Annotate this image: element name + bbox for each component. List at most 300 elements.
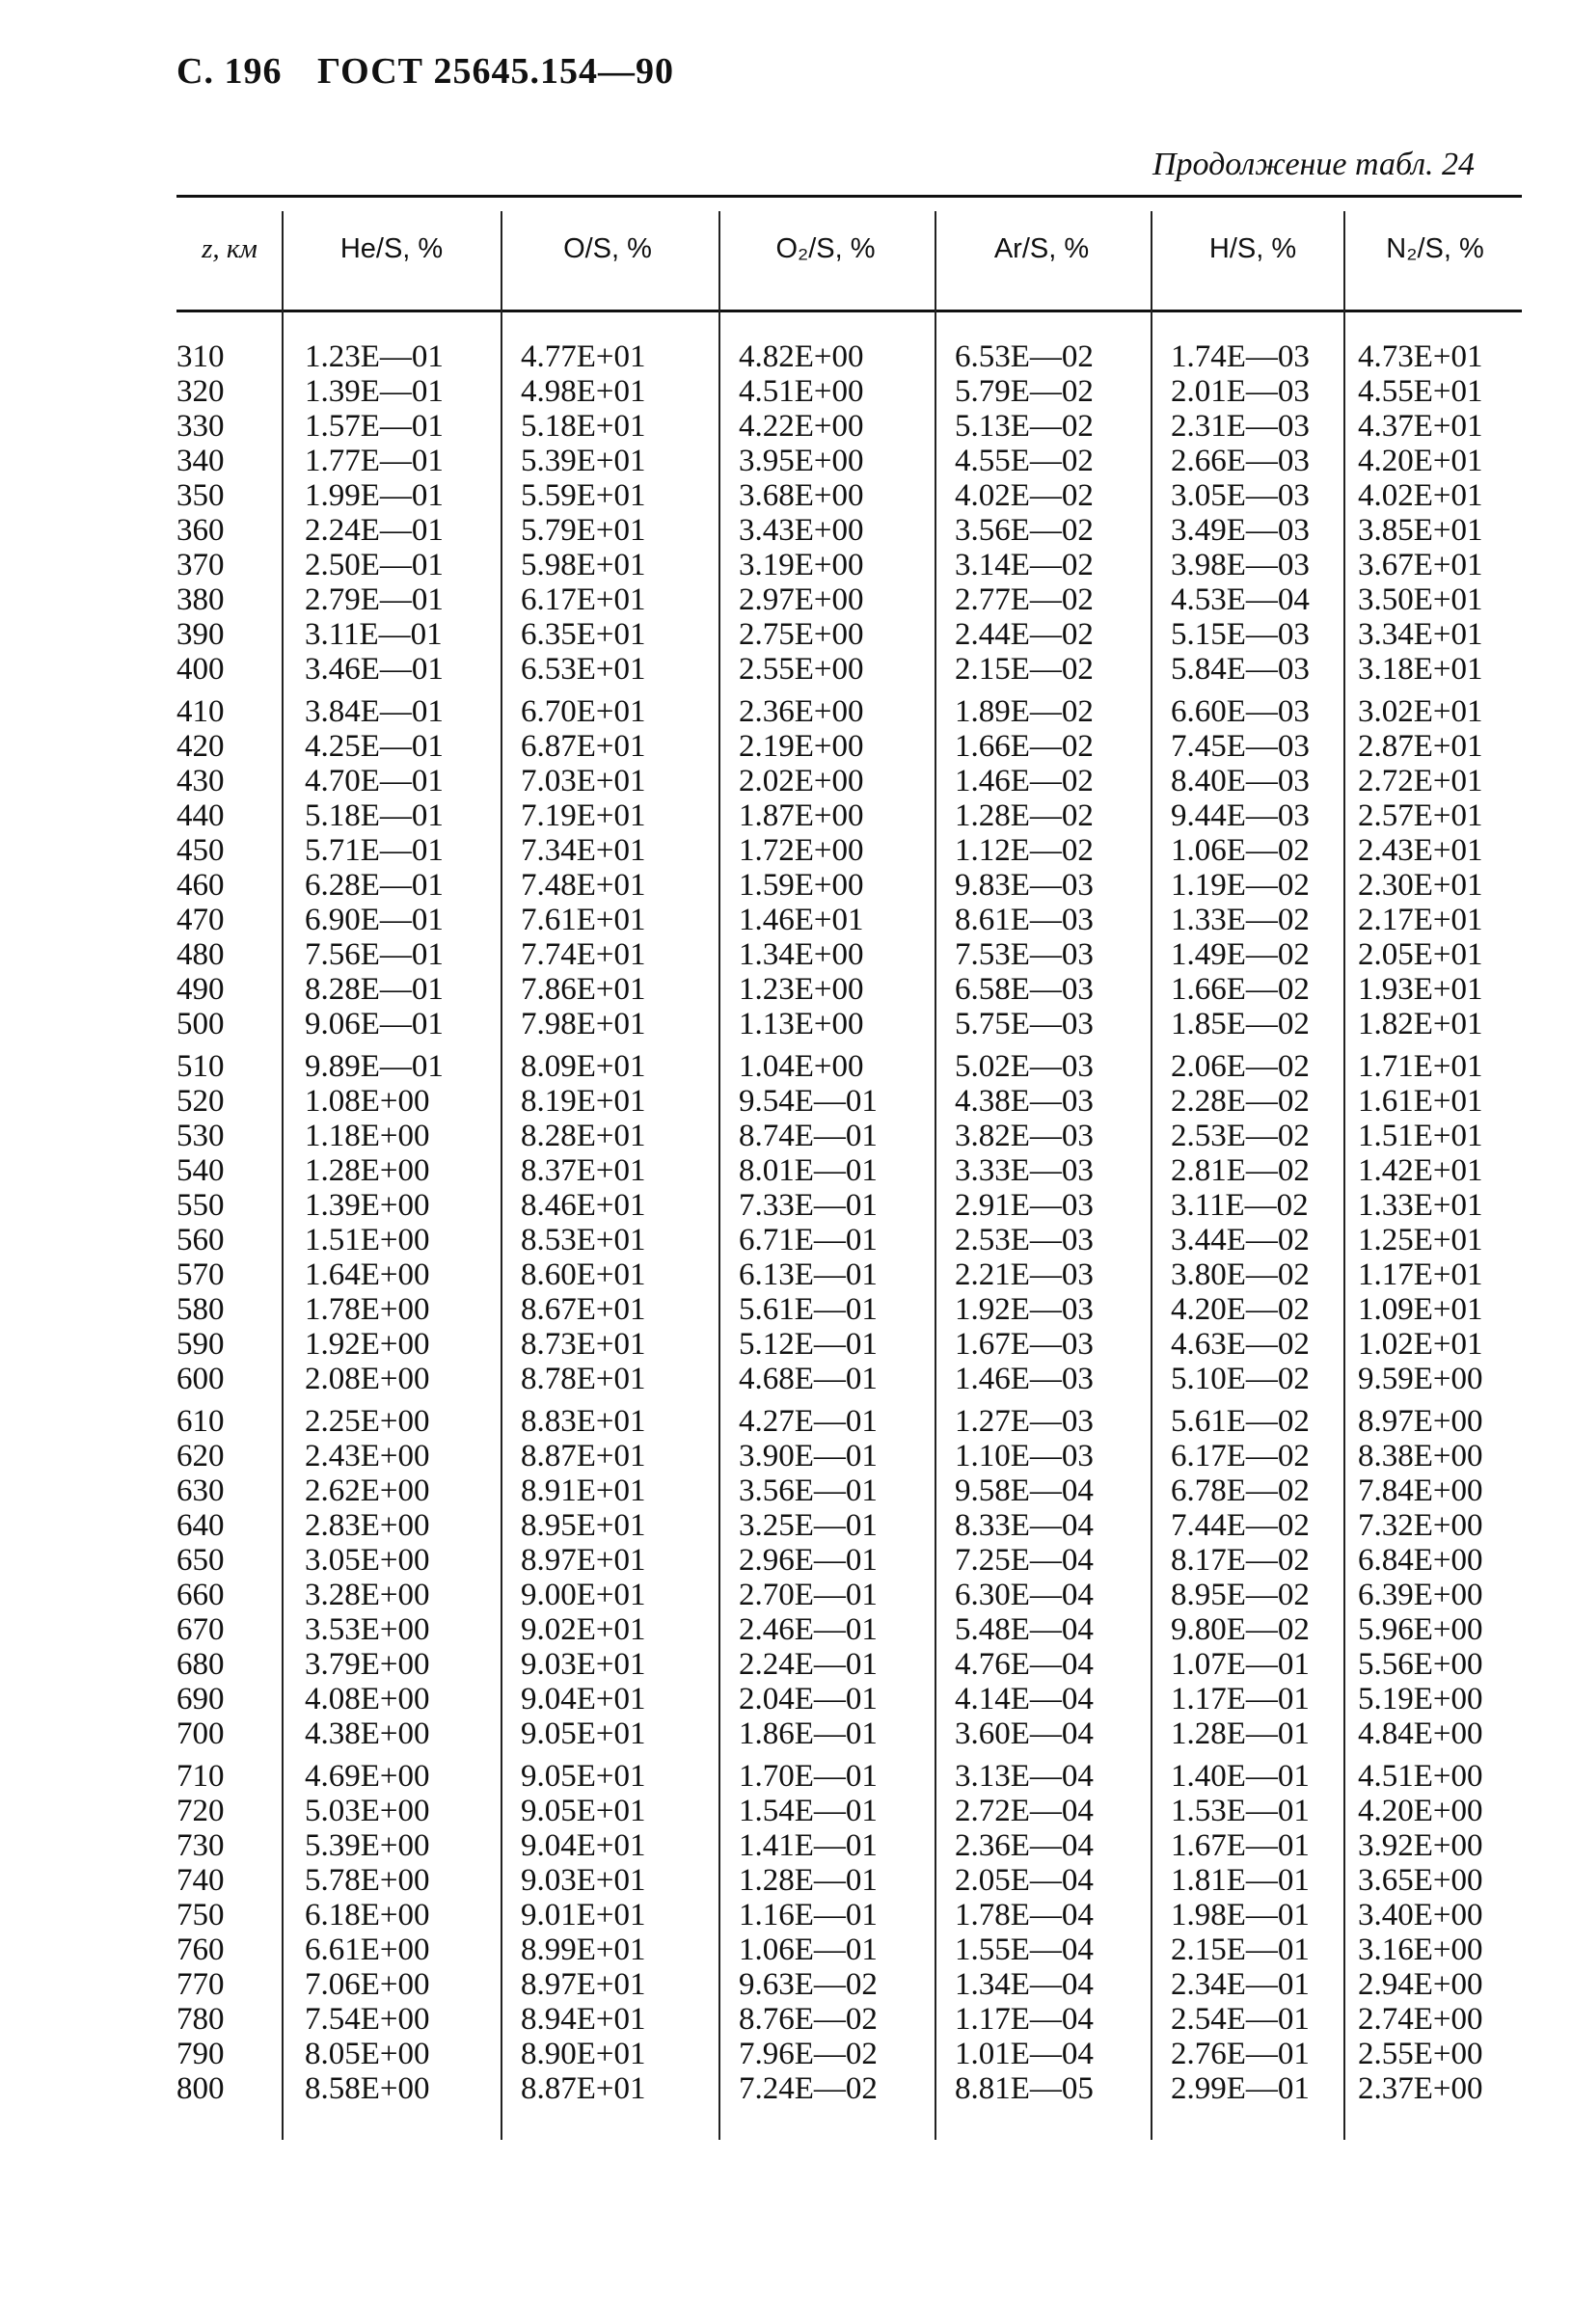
ratio-cell: 4.25E—01 bbox=[305, 729, 444, 764]
ratio-cell: 8.19E+01 bbox=[521, 1084, 646, 1119]
ratio-cell: 1.67E—03 bbox=[955, 1327, 1094, 1362]
ratio-cell: 1.98E—01 bbox=[1171, 1898, 1310, 1932]
table-header-row bbox=[0, 233, 1572, 272]
ratio-cell: 3.28E+00 bbox=[305, 1578, 430, 1612]
altitude-cell: 770 bbox=[176, 1967, 225, 2002]
ratio-cell: 1.07E—01 bbox=[1171, 1647, 1310, 1682]
table-row bbox=[0, 1759, 1572, 1794]
ratio-cell: 2.83E+00 bbox=[305, 1508, 430, 1543]
ratio-cell: 3.50E+01 bbox=[1358, 582, 1483, 617]
ratio-cell: 1.78E+00 bbox=[305, 1292, 430, 1327]
table-row bbox=[0, 1716, 1572, 1751]
ratio-cell: 1.12E—02 bbox=[955, 833, 1094, 868]
table-row bbox=[0, 1473, 1572, 1508]
ratio-cell: 2.74E+00 bbox=[1358, 2002, 1483, 2037]
ratio-cell: 4.82E+00 bbox=[739, 339, 864, 374]
ratio-cell: 1.28E—01 bbox=[1171, 1716, 1310, 1751]
ratio-cell: 2.37E+00 bbox=[1358, 2071, 1483, 2106]
ratio-cell: 4.77E+01 bbox=[521, 339, 646, 374]
table-row bbox=[0, 409, 1572, 444]
ratio-cell: 3.56E—01 bbox=[739, 1473, 878, 1508]
ratio-cell: 2.79E—01 bbox=[305, 582, 444, 617]
ratio-cell: 1.85E—02 bbox=[1171, 1007, 1310, 1041]
ratio-cell: 8.28E—01 bbox=[305, 972, 444, 1007]
ratio-cell: 3.13E—04 bbox=[955, 1759, 1094, 1794]
ratio-cell: 5.13E—02 bbox=[955, 409, 1094, 444]
ratio-cell: 2.72E—04 bbox=[955, 1794, 1094, 1828]
ratio-cell: 1.16E—01 bbox=[739, 1898, 878, 1932]
altitude-cell: 710 bbox=[176, 1759, 225, 1794]
ratio-cell: 1.92E+00 bbox=[305, 1327, 430, 1362]
ratio-cell: 9.03E+01 bbox=[521, 1863, 646, 1898]
ratio-cell: 3.05E—03 bbox=[1171, 478, 1310, 513]
table-row bbox=[0, 1898, 1572, 1932]
ratio-cell: 8.78E+01 bbox=[521, 1362, 646, 1396]
ratio-cell: 5.39E+01 bbox=[521, 444, 646, 478]
ratio-cell: 2.15E—02 bbox=[955, 652, 1094, 687]
ratio-cell: 3.11E—02 bbox=[1171, 1188, 1309, 1223]
ratio-cell: 2.08E+00 bbox=[305, 1362, 430, 1396]
table-header-rule bbox=[176, 310, 1522, 312]
ratio-cell: 3.40E+00 bbox=[1358, 1898, 1483, 1932]
column-divider bbox=[1343, 211, 1345, 2140]
ratio-cell: 1.46E—03 bbox=[955, 1362, 1094, 1396]
table-row bbox=[0, 1682, 1572, 1716]
ratio-cell: 4.38E—03 bbox=[955, 1084, 1094, 1119]
ratio-cell: 4.27E—01 bbox=[739, 1404, 878, 1439]
ratio-cell: 7.44E—02 bbox=[1171, 1508, 1310, 1543]
ratio-cell: 2.57E+01 bbox=[1358, 798, 1483, 833]
ratio-cell: 1.28E—02 bbox=[955, 798, 1094, 833]
ratio-cell: 1.82E+01 bbox=[1358, 1007, 1483, 1041]
ratio-cell: 4.51E+00 bbox=[739, 374, 864, 409]
ratio-cell: 1.66E—02 bbox=[955, 729, 1094, 764]
altitude-cell: 510 bbox=[176, 1049, 225, 1084]
ratio-cell: 2.21E—03 bbox=[955, 1257, 1094, 1292]
ratio-cell: 8.46E+01 bbox=[521, 1188, 646, 1223]
table-row bbox=[0, 764, 1572, 798]
ratio-cell: 3.53E+00 bbox=[305, 1612, 430, 1647]
ratio-cell: 3.49E—03 bbox=[1171, 513, 1310, 548]
ratio-cell: 1.02E+01 bbox=[1358, 1327, 1483, 1362]
table-row bbox=[0, 1543, 1572, 1578]
ratio-cell: 6.53E—02 bbox=[955, 339, 1094, 374]
altitude-cell: 360 bbox=[176, 513, 225, 548]
ratio-cell: 1.23E—01 bbox=[305, 339, 444, 374]
ratio-cell: 5.10E—02 bbox=[1171, 1362, 1310, 1396]
ratio-cell: 1.28E+00 bbox=[305, 1153, 430, 1188]
column-divider bbox=[935, 211, 936, 2140]
ratio-cell: 4.14E—04 bbox=[955, 1682, 1094, 1716]
table-row bbox=[0, 617, 1572, 652]
ratio-cell: 6.28E—01 bbox=[305, 868, 444, 903]
ratio-cell: 3.82E—03 bbox=[955, 1119, 1094, 1153]
table-row bbox=[0, 1404, 1572, 1439]
altitude-cell: 450 bbox=[176, 833, 225, 868]
page-label: С. 196 bbox=[176, 51, 283, 92]
table-row bbox=[0, 1612, 1572, 1647]
table-row bbox=[0, 1049, 1572, 1084]
column-header: H/S, % bbox=[1208, 233, 1297, 264]
ratio-cell: 3.44E—02 bbox=[1171, 1223, 1310, 1257]
altitude-cell: 520 bbox=[176, 1084, 225, 1119]
ratio-cell: 9.04E+01 bbox=[521, 1682, 646, 1716]
table-row bbox=[0, 1932, 1572, 1967]
ratio-cell: 2.15E—01 bbox=[1171, 1932, 1310, 1967]
ratio-cell: 4.08E+00 bbox=[305, 1682, 430, 1716]
ratio-cell: 1.41E—01 bbox=[739, 1828, 878, 1863]
table-row bbox=[0, 1119, 1572, 1153]
ratio-cell: 7.53E—03 bbox=[955, 937, 1094, 972]
altitude-cell: 660 bbox=[176, 1578, 225, 1612]
ratio-cell: 9.04E+01 bbox=[521, 1828, 646, 1863]
ratio-cell: 1.67E—01 bbox=[1171, 1828, 1310, 1863]
ratio-cell: 9.58E—04 bbox=[955, 1473, 1094, 1508]
ratio-cell: 2.28E—02 bbox=[1171, 1084, 1310, 1119]
ratio-cell: 1.34E+00 bbox=[739, 937, 864, 972]
ratio-cell: 6.53E+01 bbox=[521, 652, 646, 687]
ratio-cell: 1.92E—03 bbox=[955, 1292, 1094, 1327]
ratio-cell: 9.83E—03 bbox=[955, 868, 1094, 903]
column-divider bbox=[282, 211, 284, 2140]
table-row bbox=[0, 937, 1572, 972]
altitude-cell: 320 bbox=[176, 374, 225, 409]
ratio-cell: 6.17E+01 bbox=[521, 582, 646, 617]
ratio-cell: 5.59E+01 bbox=[521, 478, 646, 513]
ratio-cell: 8.61E—03 bbox=[955, 903, 1094, 937]
ratio-cell: 1.08E+00 bbox=[305, 1084, 430, 1119]
ratio-cell: 8.87E+01 bbox=[521, 1439, 646, 1473]
ratio-cell: 8.87E+01 bbox=[521, 2071, 646, 2106]
ratio-cell: 2.01E—03 bbox=[1171, 374, 1310, 409]
ratio-cell: 1.57E—01 bbox=[305, 409, 444, 444]
altitude-cell: 650 bbox=[176, 1543, 225, 1578]
ratio-cell: 2.43E+01 bbox=[1358, 833, 1483, 868]
ratio-cell: 6.70E+01 bbox=[521, 694, 646, 729]
ratio-cell: 2.44E—02 bbox=[955, 617, 1094, 652]
ratio-cell: 3.90E—01 bbox=[739, 1439, 878, 1473]
altitude-cell: 580 bbox=[176, 1292, 225, 1327]
ratio-cell: 3.84E—01 bbox=[305, 694, 444, 729]
table-row bbox=[0, 478, 1572, 513]
ratio-cell: 3.05E+00 bbox=[305, 1543, 430, 1578]
table-row bbox=[0, 339, 1572, 374]
table-row bbox=[0, 798, 1572, 833]
ratio-cell: 2.55E+00 bbox=[1358, 2037, 1483, 2071]
ratio-cell: 8.97E+00 bbox=[1358, 1404, 1483, 1439]
ratio-cell: 8.76E—02 bbox=[739, 2002, 878, 2037]
table-row bbox=[0, 833, 1572, 868]
table-row bbox=[0, 652, 1572, 687]
ratio-cell: 8.97E+01 bbox=[521, 1543, 646, 1578]
ratio-cell: 3.65E+00 bbox=[1358, 1863, 1483, 1898]
ratio-cell: 2.72E+01 bbox=[1358, 764, 1483, 798]
ratio-cell: 2.30E+01 bbox=[1358, 868, 1483, 903]
ratio-cell: 2.54E—01 bbox=[1171, 2002, 1310, 2037]
ratio-cell: 2.81E—02 bbox=[1171, 1153, 1310, 1188]
table-row bbox=[0, 694, 1572, 729]
ratio-cell: 8.17E—02 bbox=[1171, 1543, 1310, 1578]
table-row bbox=[0, 1578, 1572, 1612]
altitude-cell: 740 bbox=[176, 1863, 225, 1898]
ratio-cell: 9.80E—02 bbox=[1171, 1612, 1310, 1647]
ratio-cell: 1.39E—01 bbox=[305, 374, 444, 409]
ratio-cell: 5.56E+00 bbox=[1358, 1647, 1483, 1682]
ratio-cell: 6.13E—01 bbox=[739, 1257, 878, 1292]
ratio-cell: 9.00E+01 bbox=[521, 1578, 646, 1612]
ratio-cell: 3.02E+01 bbox=[1358, 694, 1483, 729]
ratio-cell: 7.33E—01 bbox=[739, 1188, 878, 1223]
ratio-cell: 2.75E+00 bbox=[739, 617, 864, 652]
column-header: z, км bbox=[202, 233, 257, 264]
ratio-cell: 1.93E+01 bbox=[1358, 972, 1483, 1007]
table-row bbox=[0, 513, 1572, 548]
altitude-cell: 690 bbox=[176, 1682, 225, 1716]
ratio-cell: 2.91E—03 bbox=[955, 1188, 1094, 1223]
ratio-cell: 7.54E+00 bbox=[305, 2002, 430, 2037]
ratio-cell: 1.33E+01 bbox=[1358, 1188, 1483, 1223]
ratio-cell: 4.69E+00 bbox=[305, 1759, 430, 1794]
column-header: He/S, % bbox=[339, 233, 444, 264]
altitude-cell: 370 bbox=[176, 548, 225, 582]
ratio-cell: 1.25E+01 bbox=[1358, 1223, 1483, 1257]
ratio-cell: 4.63E—02 bbox=[1171, 1327, 1310, 1362]
ratio-cell: 2.53E—02 bbox=[1171, 1119, 1310, 1153]
ratio-cell: 1.06E—01 bbox=[739, 1932, 878, 1967]
altitude-cell: 540 bbox=[176, 1153, 225, 1188]
ratio-cell: 3.68E+00 bbox=[739, 478, 864, 513]
ratio-cell: 5.61E—02 bbox=[1171, 1404, 1310, 1439]
table-row bbox=[0, 548, 1572, 582]
table-row bbox=[0, 2037, 1572, 2071]
ratio-cell: 1.39E+00 bbox=[305, 1188, 430, 1223]
ratio-cell: 8.81E—05 bbox=[955, 2071, 1094, 2106]
ratio-cell: 4.55E+01 bbox=[1358, 374, 1483, 409]
ratio-cell: 5.48E—04 bbox=[955, 1612, 1094, 1647]
ratio-cell: 7.96E—02 bbox=[739, 2037, 878, 2071]
ratio-cell: 2.36E+00 bbox=[739, 694, 864, 729]
ratio-cell: 1.54E—01 bbox=[739, 1794, 878, 1828]
column-header: Ar/S, % bbox=[993, 233, 1090, 264]
ratio-cell: 3.18E+01 bbox=[1358, 652, 1483, 687]
table-row bbox=[0, 868, 1572, 903]
ratio-cell: 3.19E+00 bbox=[739, 548, 864, 582]
ratio-cell: 8.53E+01 bbox=[521, 1223, 646, 1257]
ratio-cell: 1.04E+00 bbox=[739, 1049, 864, 1084]
ratio-cell: 5.75E—03 bbox=[955, 1007, 1094, 1041]
ratio-cell: 7.25E—04 bbox=[955, 1543, 1094, 1578]
ratio-cell: 8.97E+01 bbox=[521, 1967, 646, 2002]
ratio-cell: 2.76E—01 bbox=[1171, 2037, 1310, 2071]
ratio-cell: 7.45E—03 bbox=[1171, 729, 1310, 764]
ratio-cell: 1.53E—01 bbox=[1171, 1794, 1310, 1828]
ratio-cell: 9.63E—02 bbox=[739, 1967, 878, 2002]
altitude-cell: 530 bbox=[176, 1119, 225, 1153]
ratio-cell: 1.59E+00 bbox=[739, 868, 864, 903]
ratio-cell: 2.17E+01 bbox=[1358, 903, 1483, 937]
ratio-cell: 1.23E+00 bbox=[739, 972, 864, 1007]
altitude-cell: 400 bbox=[176, 652, 225, 687]
ratio-cell: 2.94E+00 bbox=[1358, 1967, 1483, 2002]
ratio-cell: 1.66E—02 bbox=[1171, 972, 1310, 1007]
ratio-cell: 2.24E—01 bbox=[305, 513, 444, 548]
ratio-cell: 3.60E—04 bbox=[955, 1716, 1094, 1751]
ratio-cell: 1.42E+01 bbox=[1358, 1153, 1483, 1188]
ratio-cell: 9.59E+00 bbox=[1358, 1362, 1483, 1396]
ratio-cell: 3.34E+01 bbox=[1358, 617, 1483, 652]
ratio-cell: 2.05E—04 bbox=[955, 1863, 1094, 1898]
page-header bbox=[176, 50, 699, 93]
table-row bbox=[0, 1362, 1572, 1396]
ratio-cell: 5.12E—01 bbox=[739, 1327, 878, 1362]
ratio-cell: 8.90E+01 bbox=[521, 2037, 646, 2071]
ratio-cell: 1.46E—02 bbox=[955, 764, 1094, 798]
ratio-cell: 6.35E+01 bbox=[521, 617, 646, 652]
ratio-cell: 1.19E—02 bbox=[1171, 868, 1310, 903]
altitude-cell: 760 bbox=[176, 1932, 225, 1967]
ratio-cell: 3.11E—01 bbox=[305, 617, 443, 652]
ratio-cell: 9.06E—01 bbox=[305, 1007, 444, 1041]
ratio-cell: 5.78E+00 bbox=[305, 1863, 430, 1898]
ratio-cell: 7.56E—01 bbox=[305, 937, 444, 972]
ratio-cell: 1.28E—01 bbox=[739, 1863, 878, 1898]
ratio-cell: 1.17E+01 bbox=[1358, 1257, 1483, 1292]
ratio-cell: 7.06E+00 bbox=[305, 1967, 430, 2002]
ratio-cell: 1.34E—04 bbox=[955, 1967, 1094, 2002]
ratio-cell: 8.37E+01 bbox=[521, 1153, 646, 1188]
ratio-cell: 2.36E—04 bbox=[955, 1828, 1094, 1863]
table-row bbox=[0, 2071, 1572, 2106]
altitude-cell: 700 bbox=[176, 1716, 225, 1751]
ratio-cell: 1.17E—01 bbox=[1171, 1682, 1310, 1716]
table-row bbox=[0, 1007, 1572, 1041]
table-row bbox=[0, 1292, 1572, 1327]
column-header: O₂/S, % bbox=[775, 233, 876, 264]
ratio-cell: 3.56E—02 bbox=[955, 513, 1094, 548]
table-row bbox=[0, 444, 1572, 478]
ratio-cell: 2.19E+00 bbox=[739, 729, 864, 764]
altitude-cell: 310 bbox=[176, 339, 225, 374]
altitude-cell: 560 bbox=[176, 1223, 225, 1257]
table-row bbox=[0, 1863, 1572, 1898]
ratio-cell: 3.16E+00 bbox=[1358, 1932, 1483, 1967]
ratio-cell: 2.25E+00 bbox=[305, 1404, 430, 1439]
ratio-cell: 8.95E+01 bbox=[521, 1508, 646, 1543]
ratio-cell: 1.40E—01 bbox=[1171, 1759, 1310, 1794]
ratio-cell: 4.20E—02 bbox=[1171, 1292, 1310, 1327]
ratio-cell: 2.43E+00 bbox=[305, 1439, 430, 1473]
ratio-cell: 9.02E+01 bbox=[521, 1612, 646, 1647]
ratio-cell: 4.70E—01 bbox=[305, 764, 444, 798]
ratio-cell: 7.98E+01 bbox=[521, 1007, 646, 1041]
ratio-cell: 2.96E—01 bbox=[739, 1543, 878, 1578]
ratio-cell: 1.87E+00 bbox=[739, 798, 864, 833]
ratio-cell: 7.24E—02 bbox=[739, 2071, 878, 2106]
ratio-cell: 7.03E+01 bbox=[521, 764, 646, 798]
ratio-cell: 1.46E+01 bbox=[739, 903, 864, 937]
ratio-cell: 4.20E+00 bbox=[1358, 1794, 1483, 1828]
ratio-cell: 4.84E+00 bbox=[1358, 1716, 1483, 1751]
ratio-cell: 1.06E—02 bbox=[1171, 833, 1310, 868]
ratio-cell: 1.81E—01 bbox=[1171, 1863, 1310, 1898]
ratio-cell: 9.05E+01 bbox=[521, 1759, 646, 1794]
ratio-cell: 2.97E+00 bbox=[739, 582, 864, 617]
ratio-cell: 1.55E—04 bbox=[955, 1932, 1094, 1967]
ratio-cell: 7.48E+01 bbox=[521, 868, 646, 903]
ratio-cell: 4.98E+01 bbox=[521, 374, 646, 409]
ratio-cell: 2.24E—01 bbox=[739, 1647, 878, 1682]
ratio-cell: 9.01E+01 bbox=[521, 1898, 646, 1932]
ratio-cell: 1.71E+01 bbox=[1358, 1049, 1483, 1084]
ratio-cell: 1.78E—04 bbox=[955, 1898, 1094, 1932]
ratio-cell: 5.15E—03 bbox=[1171, 617, 1310, 652]
ratio-cell: 2.05E+01 bbox=[1358, 937, 1483, 972]
table-row bbox=[0, 729, 1572, 764]
altitude-cell: 480 bbox=[176, 937, 225, 972]
ratio-cell: 8.83E+01 bbox=[521, 1404, 646, 1439]
table-continuation-caption: Продолжение табл. 24 bbox=[1152, 147, 1476, 182]
ratio-cell: 9.05E+01 bbox=[521, 1794, 646, 1828]
table-row bbox=[0, 1967, 1572, 2002]
ratio-cell: 2.46E—01 bbox=[739, 1612, 878, 1647]
column-divider bbox=[501, 211, 502, 2140]
altitude-cell: 790 bbox=[176, 2037, 225, 2071]
ratio-cell: 1.18E+00 bbox=[305, 1119, 430, 1153]
ratio-cell: 4.55E—02 bbox=[955, 444, 1094, 478]
ratio-cell: 2.53E—03 bbox=[955, 1223, 1094, 1257]
altitude-cell: 620 bbox=[176, 1439, 225, 1473]
altitude-cell: 330 bbox=[176, 409, 225, 444]
ratio-cell: 2.34E—01 bbox=[1171, 1967, 1310, 2002]
table-top-rule bbox=[176, 195, 1522, 198]
ratio-cell: 1.17E—04 bbox=[955, 2002, 1094, 2037]
ratio-cell: 3.33E—03 bbox=[955, 1153, 1094, 1188]
ratio-cell: 2.99E—01 bbox=[1171, 2071, 1310, 2106]
ratio-cell: 1.10E—03 bbox=[955, 1439, 1094, 1473]
ratio-cell: 6.39E+00 bbox=[1358, 1578, 1483, 1612]
ratio-cell: 6.30E—04 bbox=[955, 1578, 1094, 1612]
table-row bbox=[0, 374, 1572, 409]
ratio-cell: 9.44E—03 bbox=[1171, 798, 1310, 833]
ratio-cell: 2.70E—01 bbox=[739, 1578, 878, 1612]
altitude-cell: 780 bbox=[176, 2002, 225, 2037]
ratio-cell: 6.17E—02 bbox=[1171, 1439, 1310, 1473]
altitude-cell: 410 bbox=[176, 694, 225, 729]
table-row bbox=[0, 1508, 1572, 1543]
ratio-cell: 5.39E+00 bbox=[305, 1828, 430, 1863]
table-row bbox=[0, 1257, 1572, 1292]
ratio-cell: 7.86E+01 bbox=[521, 972, 646, 1007]
ratio-cell: 2.50E—01 bbox=[305, 548, 444, 582]
ratio-cell: 4.73E+01 bbox=[1358, 339, 1483, 374]
ratio-cell: 3.80E—02 bbox=[1171, 1257, 1310, 1292]
ratio-cell: 4.02E+01 bbox=[1358, 478, 1483, 513]
ratio-cell: 7.61E+01 bbox=[521, 903, 646, 937]
ratio-cell: 4.20E+01 bbox=[1358, 444, 1483, 478]
ratio-cell: 3.25E—01 bbox=[739, 1508, 878, 1543]
ratio-cell: 5.02E—03 bbox=[955, 1049, 1094, 1084]
ratio-cell: 2.77E—02 bbox=[955, 582, 1094, 617]
ratio-cell: 1.70E—01 bbox=[739, 1759, 878, 1794]
ratio-cell: 7.74E+01 bbox=[521, 937, 646, 972]
ratio-cell: 5.03E+00 bbox=[305, 1794, 430, 1828]
column-header: O/S, % bbox=[563, 233, 652, 264]
ratio-cell: 5.98E+01 bbox=[521, 548, 646, 582]
ratio-cell: 1.64E+00 bbox=[305, 1257, 430, 1292]
altitude-cell: 610 bbox=[176, 1404, 225, 1439]
ratio-cell: 9.03E+01 bbox=[521, 1647, 646, 1682]
ratio-cell: 1.89E—02 bbox=[955, 694, 1094, 729]
